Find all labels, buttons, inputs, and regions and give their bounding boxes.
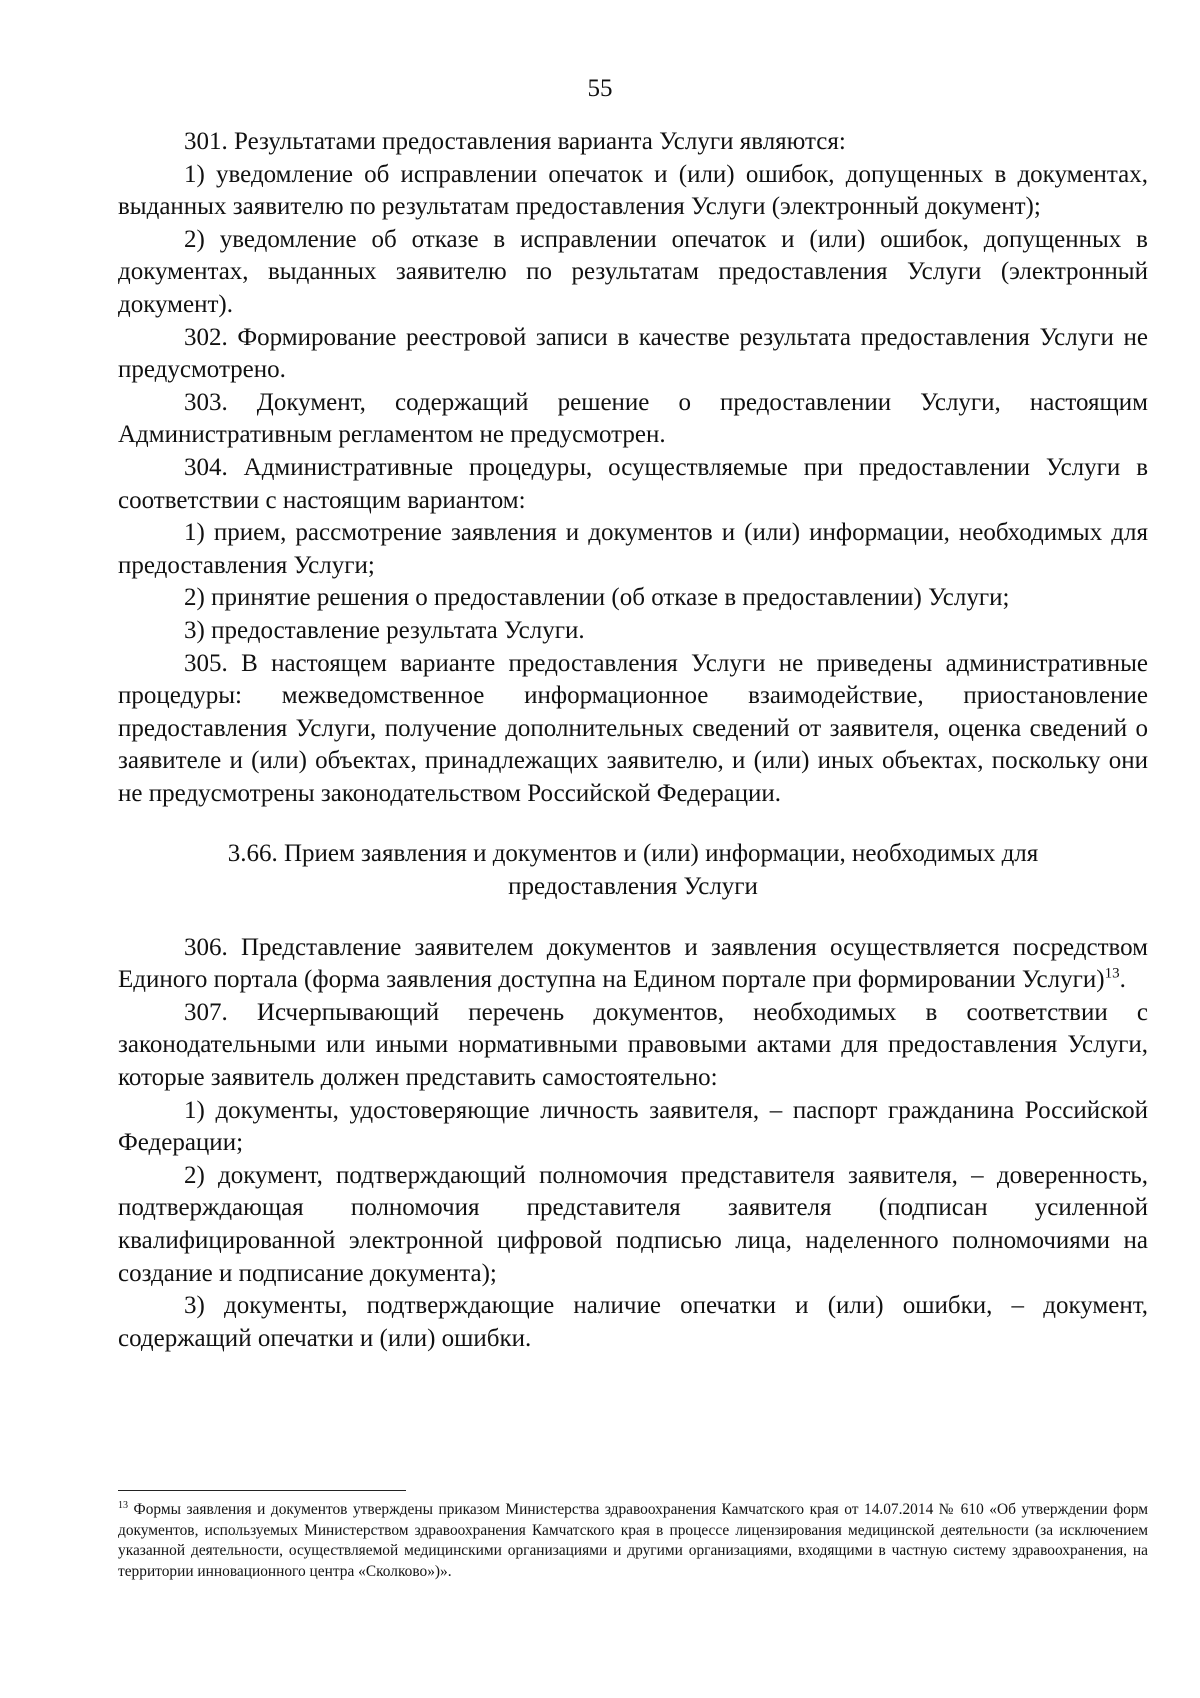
paragraph-306-text: 306. Представление заявителем документов и заявления осуществляется посредством Единого портала (форма заявления доступна на Едином портале при формировании Услуги) [118, 933, 1148, 994]
paragraph-307: 307. Исчерпывающий перечень документов, необходимых в соответствии с законодательными или иными нормативными правовыми актами для предоставления Услуги, которые заявитель должен представить самостоятельно: [118, 998, 1148, 1092]
paragraph-304-item-1: 1) прием, рассмотрение заявления и документов и (или) информации, необходимых для предоставления Услуги; [118, 519, 1148, 579]
section-heading [158, 838, 1108, 903]
paragraph-301: 301. Результатами предоставления варианта Услуги являются: [184, 128, 846, 155]
footnote-marker: 13 [118, 1499, 128, 1511]
paragraph-306 [118, 932, 1148, 997]
paragraph-304-item-2: 2) принятие решения о предоставлении (об отказе в предоставлении) Услуги; [184, 584, 1010, 612]
paragraph-304-item-3: 3) предоставление результата Услуги. [184, 616, 585, 644]
paragraph-306-end: . [1119, 966, 1126, 994]
section-heading-line-1: 3.66. Прием заявления и документов и (или) информации, необходимых для [227, 840, 1039, 868]
section-heading-line-2: предоставления Услуги [508, 873, 758, 901]
footnote-reference[interactable]: 13 [1104, 965, 1120, 982]
paragraph-304: 304. Административные процедуры, осуществляемые при предоставлении Услуги в соответствии с настоящим вариантом: [118, 453, 1148, 514]
paragraph-305: 305. В настоящем варианте предоставления Услуги не приведены административные процедуры: межведомственное информационное взаимодействие, приостановление предоставления Услуги, получение дополнительных сведений от заявителя, оценка сведений о заявителе и (или) объектах, принадлежащих заявителю, и (или) иных объектах, поскольку они не предусмотрены законодательством Российской Федерации. [118, 649, 1148, 807]
paragraph-302: 302. Формирование реестровой записи в качестве результата предоставления Услуги не предусмотрено. [118, 323, 1148, 384]
footnote-13 [118, 1500, 1148, 1582]
document-body [118, 126, 1148, 1355]
paragraph-301-item-2: 2) уведомление об отказе в исправлении опечаток и (или) ошибок, допущенных в документах, выданных заявителю по результатам предоставления Услуги (электронный документ). [118, 225, 1148, 318]
footnote-divider [118, 1490, 406, 1491]
paragraph-303: 303. Документ, содержащий решение о предоставлении Услуги, настоящим Административным регламентом не предусмотрен. [118, 388, 1148, 449]
page-number: 55 [587, 75, 613, 102]
paragraph-307-item-3: 3) документы, подтверждающие наличие опечатки и (или) ошибки, – документ, содержащий опечатки и (или) ошибки. [118, 1292, 1148, 1352]
paragraph-307-item-2: 2) документ, подтверждающий полномочия представителя заявителя, – доверенность, подтверждающая полномочия представителя заявителя (подписан усиленной квалифицированной электронной цифровой подписью лица, наделенного полномочиями на создание и подписание документа); [118, 1161, 1148, 1287]
footnote-text: Формы заявления и документов утверждены приказом Министерства здравоохранения Камчатского края от 14.07.2014 № 610 «Об утверждении форм документов, используемых Министерством здравоохранения Камчатского края в процессе лицензирования медицинской деятельности (за исключением указанной деятельности, осуществляемой медицинскими организациями и другими организациями, входящими в частную систему здравоохранения, на территории инновационного центра «Сколково»)». [118, 1501, 1148, 1580]
paragraph-307-item-1: 1) документы, удостоверяющие личность заявителя, – паспорт гражданина Российской Федерации; [118, 1096, 1148, 1157]
paragraph-301-item-1: 1) уведомление об исправлении опечаток и (или) ошибок, допущенных в документах, выданных заявителю по результатам предоставления Услуги (электронный документ); [118, 160, 1148, 221]
